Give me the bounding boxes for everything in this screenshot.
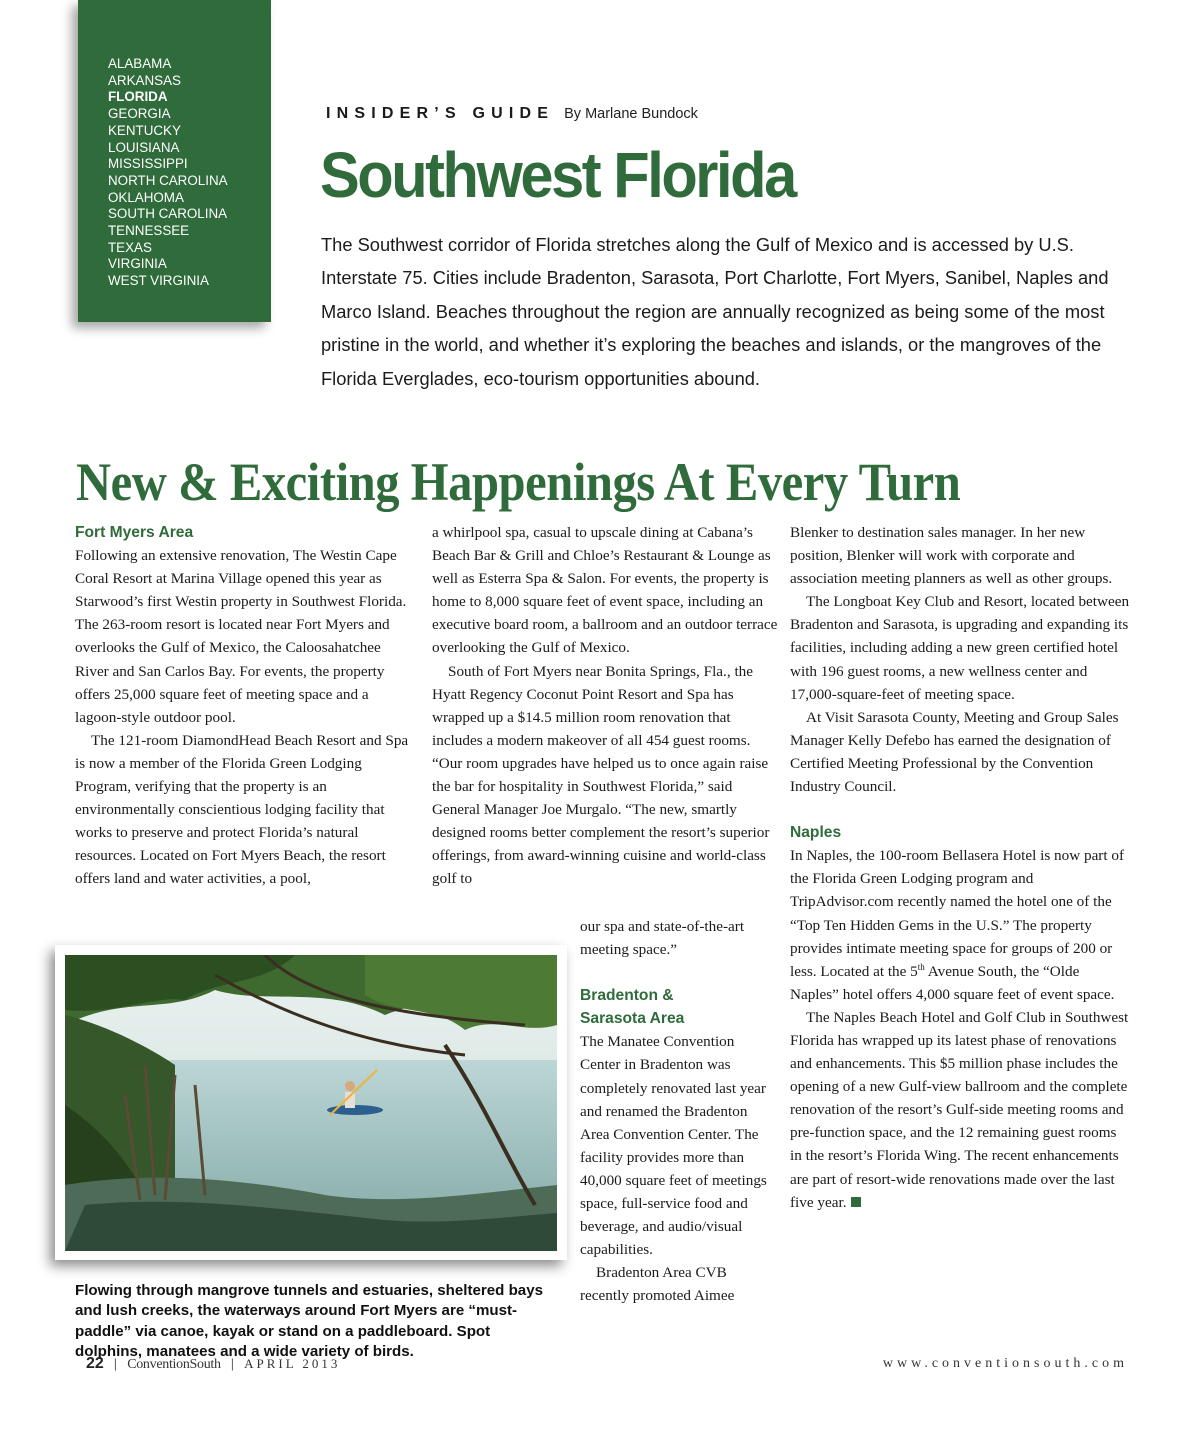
paragraph: The 121-room DiamondHead Beach Resort and Spa is now a member of the Florida Green Lodging Program, verifying that the property is an environmentally conscientious lodging facility that works to preserve and protect Florida’s natural resources. Located on Fort Myers Beach, the resort offers land and water activities, a pool, xyxy=(75,731,409,888)
insiders-guide-header xyxy=(326,105,698,123)
state-item[interactable]: SOUTH CAROLINA xyxy=(108,206,228,222)
paragraph: Blenker to destination sales manager. In her new position, Blenker will work with corporate and association meeting planners as well as other groups. xyxy=(790,524,1113,588)
byline: By Marlane Bundock xyxy=(564,106,698,122)
state-item[interactable]: ARKANSAS xyxy=(108,72,181,88)
state-item[interactable]: GEORGIA xyxy=(108,106,171,122)
paragraph: At Visit Sarasota County, Meeting and Group Sales Manager Kelly Defebo has earned the designation of Certified Meeting Professional by the Convention Industry Council. xyxy=(790,708,1119,796)
page-title: Southwest Florida xyxy=(320,139,795,211)
ordinal-suffix: th xyxy=(917,961,925,972)
paragraph: our spa and state-of-the-art meeting space.” xyxy=(580,918,745,959)
paragraph: The Longboat Key Club and Resort, located between Bradenton and Sarasota, is upgrading and expanding its facilities, including adding a new green certified hotel with 196 guest rooms, a new wellness center and 17,000-square-feet of meeting space. xyxy=(790,593,1130,703)
text-run: In Naples, the 100-room Bellasera Hotel is now part of the Florida Green Lodging program and TripAdvisor.com recently named the hotel one of the “Top Ten Hidden Gems in the U.S.” The property provides intimate meeting space for groups of 200 or less. Located at the 5 xyxy=(790,847,1125,980)
paragraph: Bradenton Area CVB recently promoted Aimee xyxy=(580,1264,735,1305)
state-item[interactable]: KENTUCKY xyxy=(108,122,181,138)
state-item[interactable]: TENNESSEE xyxy=(108,223,190,239)
section-label: INSIDER’S GUIDE xyxy=(326,105,555,122)
text-run: Avenue South, the “Olde Naples” hotel offers 4,000 square feet of event space. xyxy=(790,962,1115,1003)
issue-date: APRIL 2013 xyxy=(244,1356,341,1371)
state-item[interactable]: VIRGINIA xyxy=(108,256,167,272)
end-mark-icon xyxy=(851,1197,861,1207)
section-title: New & Exciting Happenings At Every Turn xyxy=(76,452,961,512)
footer-left xyxy=(86,1355,340,1373)
subhead-line: Sarasota Area xyxy=(580,1010,685,1028)
state-item[interactable]: LOUISIANA xyxy=(108,139,180,155)
footer-separator: | xyxy=(230,1356,235,1371)
state-item[interactable]: ALABAMA xyxy=(108,56,172,71)
state-item[interactable]: NORTH CAROLINA xyxy=(108,172,228,188)
state-item[interactable]: OKLAHOMA xyxy=(108,189,184,205)
state-item-active[interactable]: FLORIDA xyxy=(108,89,168,105)
state-list xyxy=(108,56,228,290)
paragraph: Following an extensive renovation, The Westin Cape Coral Resort at Marina Village opened this year as Starwood’s first Westin property in Southwest Florida. The 263-room resort is located near Fort Myers and overlooks the Gulf of Mexico, the Caloosahatchee River and San Carlos Bay. For events, the property offers 25,000 square feet of meeting space and a lagoon-style outdoor pool. xyxy=(75,547,407,726)
article-column-3 xyxy=(580,915,775,1308)
state-item[interactable]: WEST VIRGINIA xyxy=(108,273,209,289)
subhead-line: Bradenton & xyxy=(580,987,674,1005)
footer-separator: | xyxy=(113,1356,118,1371)
text-run: The Naples Beach Hotel and Golf Club in Southwest Florida has wrapped up its latest phase of renovations and enhancements. This $5 million phase includes the opening of a new Gulf-view ballroom and the complete renovation of the resort’s Gulf-side meeting rooms and pre-function space, and the 12 remaining guest rooms in the resort’s Florida Wing. The recent enhancements are part of resort-wide renovations made over the last five year. xyxy=(790,1008,1129,1211)
article-column-2 xyxy=(432,521,778,891)
subhead-bradenton-sarasota xyxy=(580,984,775,1030)
paragraph: South of Fort Myers near Bonita Springs, Fla., the Hyatt Regency Coconut Point Resort and Spa has wrapped up a $14.5 million room renovation that includes a modern makeover of all 454 guest rooms. “Our room upgrades have helped us to once again raise the bar for hospitality in Southwest Florida,” said General Manager Joe Murgalo. “The new, smartly designed rooms better complement the resort’s superior offerings, from award-winning cuisine and world-class golf to xyxy=(432,662,770,888)
intro-paragraph: The Southwest corridor of Florida stretches along the Gulf of Mexico and is accessed by U.S. Interstate 75. Cities include Bradenton, Sarasota, Port Charlotte, Fort Myers, Sanibel, Naples and Marco Island. Beaches throughout the region are annually recognized as being some of the most pristine in the world, and whether it’s exploring the beaches and islands, or the mangroves of the Florida Everglades, eco-tourism opportunities abound. xyxy=(321,234,1109,389)
website-url[interactable]: www.conventionsouth.com xyxy=(882,1356,1128,1371)
article-column-4 xyxy=(790,521,1130,1214)
paragraph: The Manatee Convention Center in Bradenton was completely renovated last year and renamed the Bradenton Area Convention Center. The facility provides more than 40,000 square feet of meetings space, full-service food and beverage, and audio/visual capabilities. xyxy=(580,1033,767,1259)
paragraph xyxy=(790,1006,1130,1214)
photo-caption: Flowing through mangrove tunnels and estuaries, sheltered bays and lush creeks, the waterways around Fort Myers are “must-paddle” via canoe, kayak or stand on a paddleboard. Spot dolphins, manatees and a wide variety of birds. xyxy=(75,1282,543,1360)
state-item[interactable]: MISSISSIPPI xyxy=(108,156,188,172)
magazine-name: ConventionSouth xyxy=(127,1357,221,1372)
article-column-1 xyxy=(75,521,415,891)
state-item[interactable]: TEXAS xyxy=(108,239,152,255)
subhead-fort-myers: Fort Myers Area xyxy=(75,524,194,541)
page-number: 22 xyxy=(86,1355,104,1372)
mangrove-kayak-photo xyxy=(65,955,557,1251)
photo-frame xyxy=(55,945,567,1260)
paragraph: a whirlpool spa, casual to upscale dining at Cabana’s Beach Bar & Grill and Chloe’s Restaurant & Lounge as well as Esterra Spa & Salon. For events, the property is home to 8,000 square feet of event space, including an executive board room, a ballroom and an outdoor terrace overlooking the Gulf of Mexico. xyxy=(432,524,778,657)
subhead-naples: Naples xyxy=(790,824,842,842)
paragraph xyxy=(790,844,1130,1006)
